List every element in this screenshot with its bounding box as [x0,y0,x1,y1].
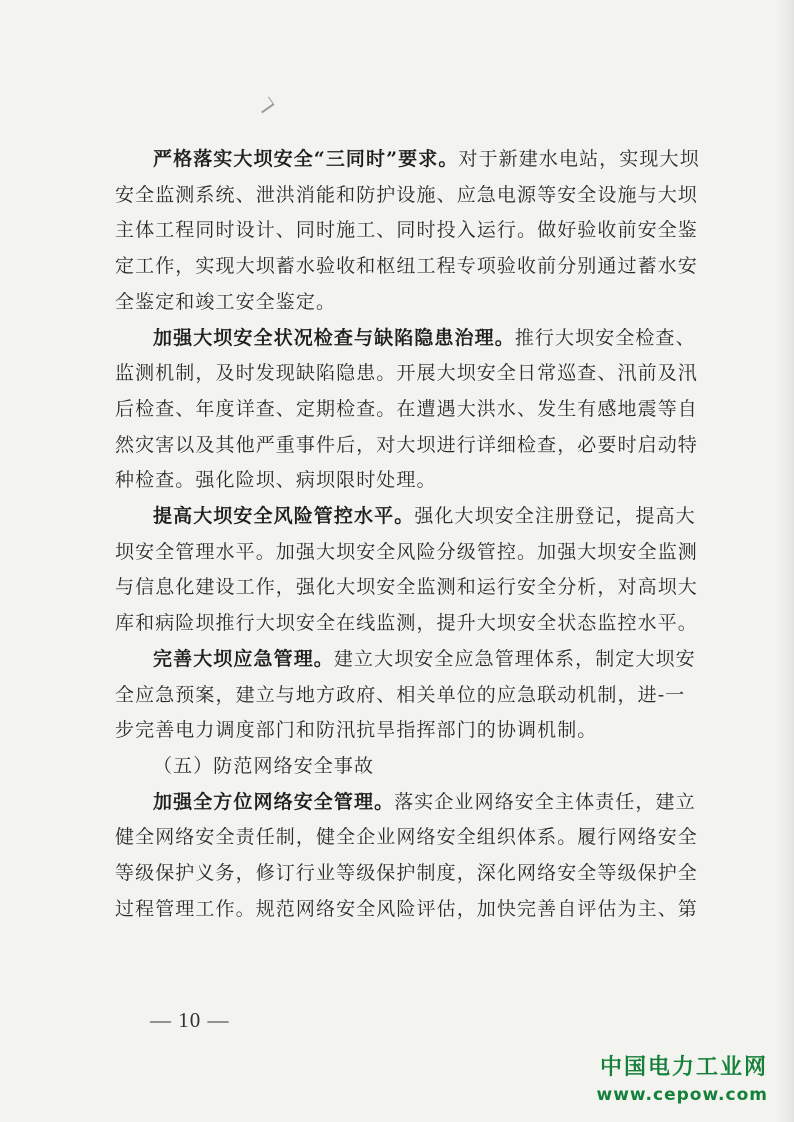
paragraph-dam-emergency [115,642,700,749]
paragraph-text: 强化大坝安全注册登记，提高大坝安全管理水平。加强大坝安全风险分级管控。加强大坝安全监测与信息化建设工作，强化大坝安全监测和运行安全分析，对高坝大库和病险坝推行大坝安全在线监测，提升大坝安全状态监控水平。 [115,505,698,635]
paragraph-network-security [115,785,700,928]
watermark-title: 中国电力工业网 [599,1055,768,1080]
page-number: — 10 — [150,1008,230,1032]
scan-shadow [776,0,794,1122]
document-body [115,142,700,927]
paragraph-text: 对于新建水电站，实现大坝安全监测系统、泄洪消能和防护设施、应急电源等安全设施与大坝主体工程同时设计、同时施工、同时投入运行。做好验收前安全鉴定工作，实现大坝蓄水验收和枢纽工程专项验收前分别通过蓄水安全鉴定和竣工安全鉴定。 [115,148,700,313]
paragraph-dam-three-simultaneous [115,142,700,321]
paragraph-lead: 加强大坝安全状况检查与缺陷隐患治理。 [153,326,515,349]
site-watermark [597,1053,769,1107]
section-heading: （五）防范网络安全事故 [153,754,375,777]
paragraph-lead: 提高大坝安全风险管控水平。 [153,505,415,528]
paragraph-text: 建立大坝安全应急管理体系，制定大坝安全应急预案，建立与地方政府、相关单位的应急联动机制，进-一步完善电力调度部门和防汛抗旱指挥部门的协调机制。 [115,647,696,742]
paragraph-lead: 严格落实大坝安全“三同时”要求。 [153,148,459,170]
paragraph-lead: 完善大坝应急管理。 [153,647,334,670]
paragraph-dam-risk-control [115,499,700,642]
scan-mark [256,97,274,114]
paragraph-lead: 加强全方位网络安全管理。 [153,790,395,813]
watermark-url: www.cepow.com [596,1085,768,1105]
paragraph-text: 推行大坝安全检查、监测机制，及时发现缺陷隐患。开展大坝安全日常巡查、汛前及汛后检查、年度详查、定期检查。在遭遇大洪水、发生有感地震等自然灾害以及其他严重事件后，对大坝进行详细检查，必要时启动特种检查。强化险坝、病坝限时处理。 [115,326,698,492]
paragraph-text: 落实企业网络安全主体责任，建立健全网络安全责任制，健全企业网络安全组织体系。履行网络安全等级保护义务，修订行业等级保护制度，深化网络安全等级保护全过程管理工作。规范网络安全风险评估，加快完善自评估为主、第 [115,790,698,920]
paragraph-dam-inspection [115,321,700,500]
